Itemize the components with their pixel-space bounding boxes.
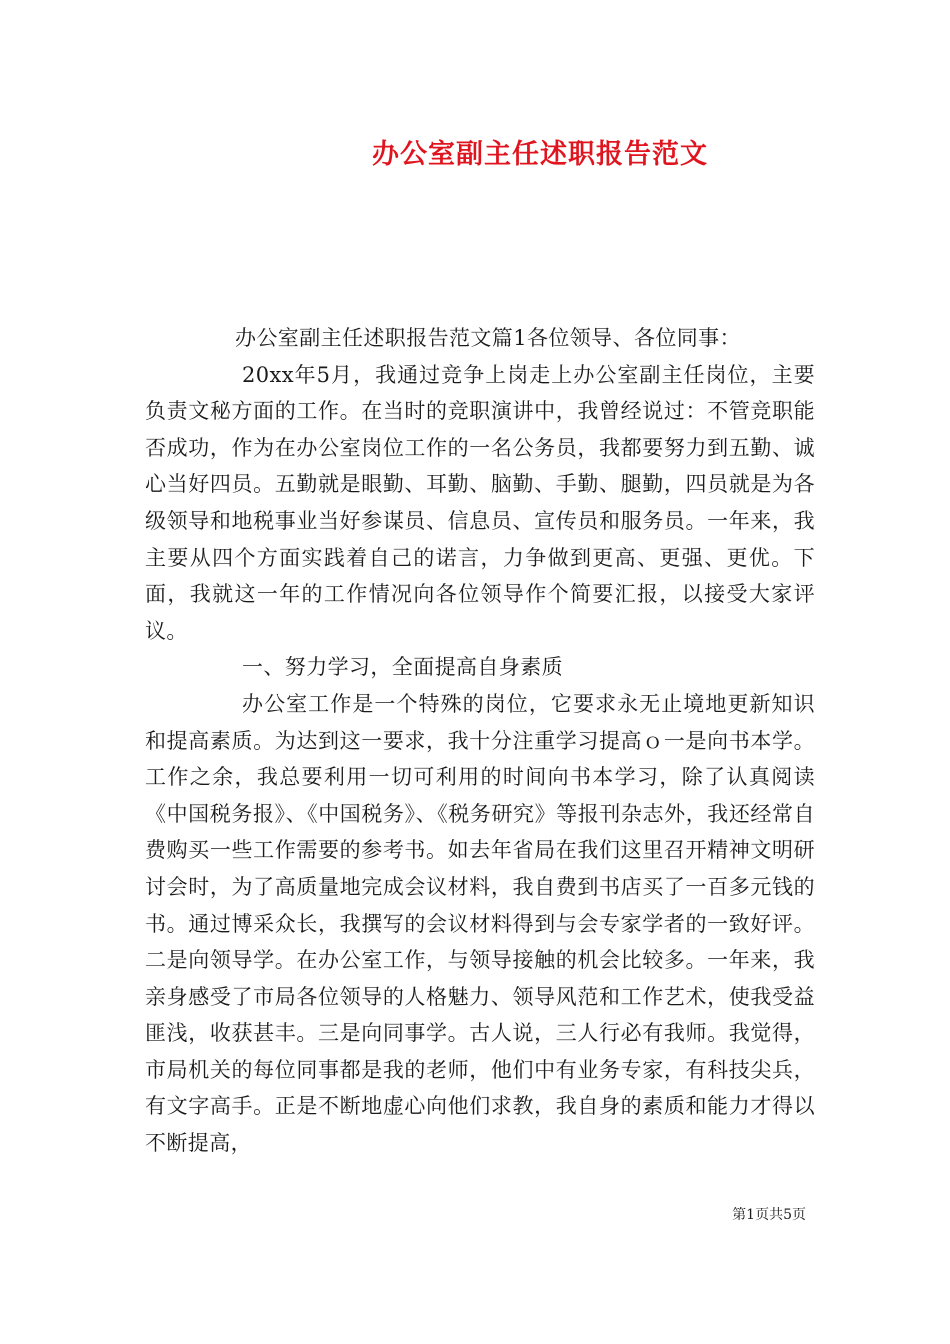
intro-paragraph: 办公室副主任述职报告范文篇1各位领导、各位同事： (235, 326, 741, 350)
section-heading: 一、努力学习，全面提高自身素质 (242, 655, 563, 680)
page-footer: 第1页共5页 (732, 1207, 806, 1223)
document-body (145, 320, 815, 1162)
paragraph-2: 办公室工作是一个特殊的岗位，它要求永无止境地更新知识和提高素质。为达到这一要求，我十分注重学习提高ｏ一是向书本学。工作之余，我总要利用一切可利用的时间向书本学习，除了认真阅读《中国税务报》、《中国税务》、《税务研究》等报刊杂志外，我还经常自费购买一些工作需要的参考书。如去年省局在我们这里召开精神文明研讨会时，为了高质量地完成会议材料，我自费到书店买了一百多元钱的书。通过博采众长，我撰写的会议材料得到与会专家学者的一致好评。二是向领导学。在办公室工作，与领导接触的机会比较多。一年来，我亲身感受了市局各位领导的人格魅力、领导风范和工作艺术，使我受益匪浅，收获甚丰。三是向同事学。古人说，三人行必有我师。我觉得，市局机关的每位同事都是我的老师，他们中有业务专家，有科技尖兵，有文字高手。正是不断地虚心向他们求教，我自身的素质和能力才得以不断提高， (145, 691, 815, 1156)
document-title: 办公室副主任述职报告范文 (372, 139, 708, 170)
paragraph-1: 20xx年5月，我通过竞争上岗走上办公室副主任岗位，主要负责文秘方面的工作。在当时的竞职演讲中，我曾经说过：不管竞职能否成功，作为在办公室岗位工作的一名公务员，我都要努力到五勤、诚心当好四员。五勤就是眼勤、耳勤、脑勤、手勤、腿勤，四员就是为各级领导和地税事业当好参谋员、信息员、宣传员和服务员。一年来，我主要从四个方面实践着自己的诺言，力争做到更高、更强、更优。下面，我就这一年的工作情况向各位领导作个简要汇报，以接受大家评议。 (145, 362, 815, 643)
